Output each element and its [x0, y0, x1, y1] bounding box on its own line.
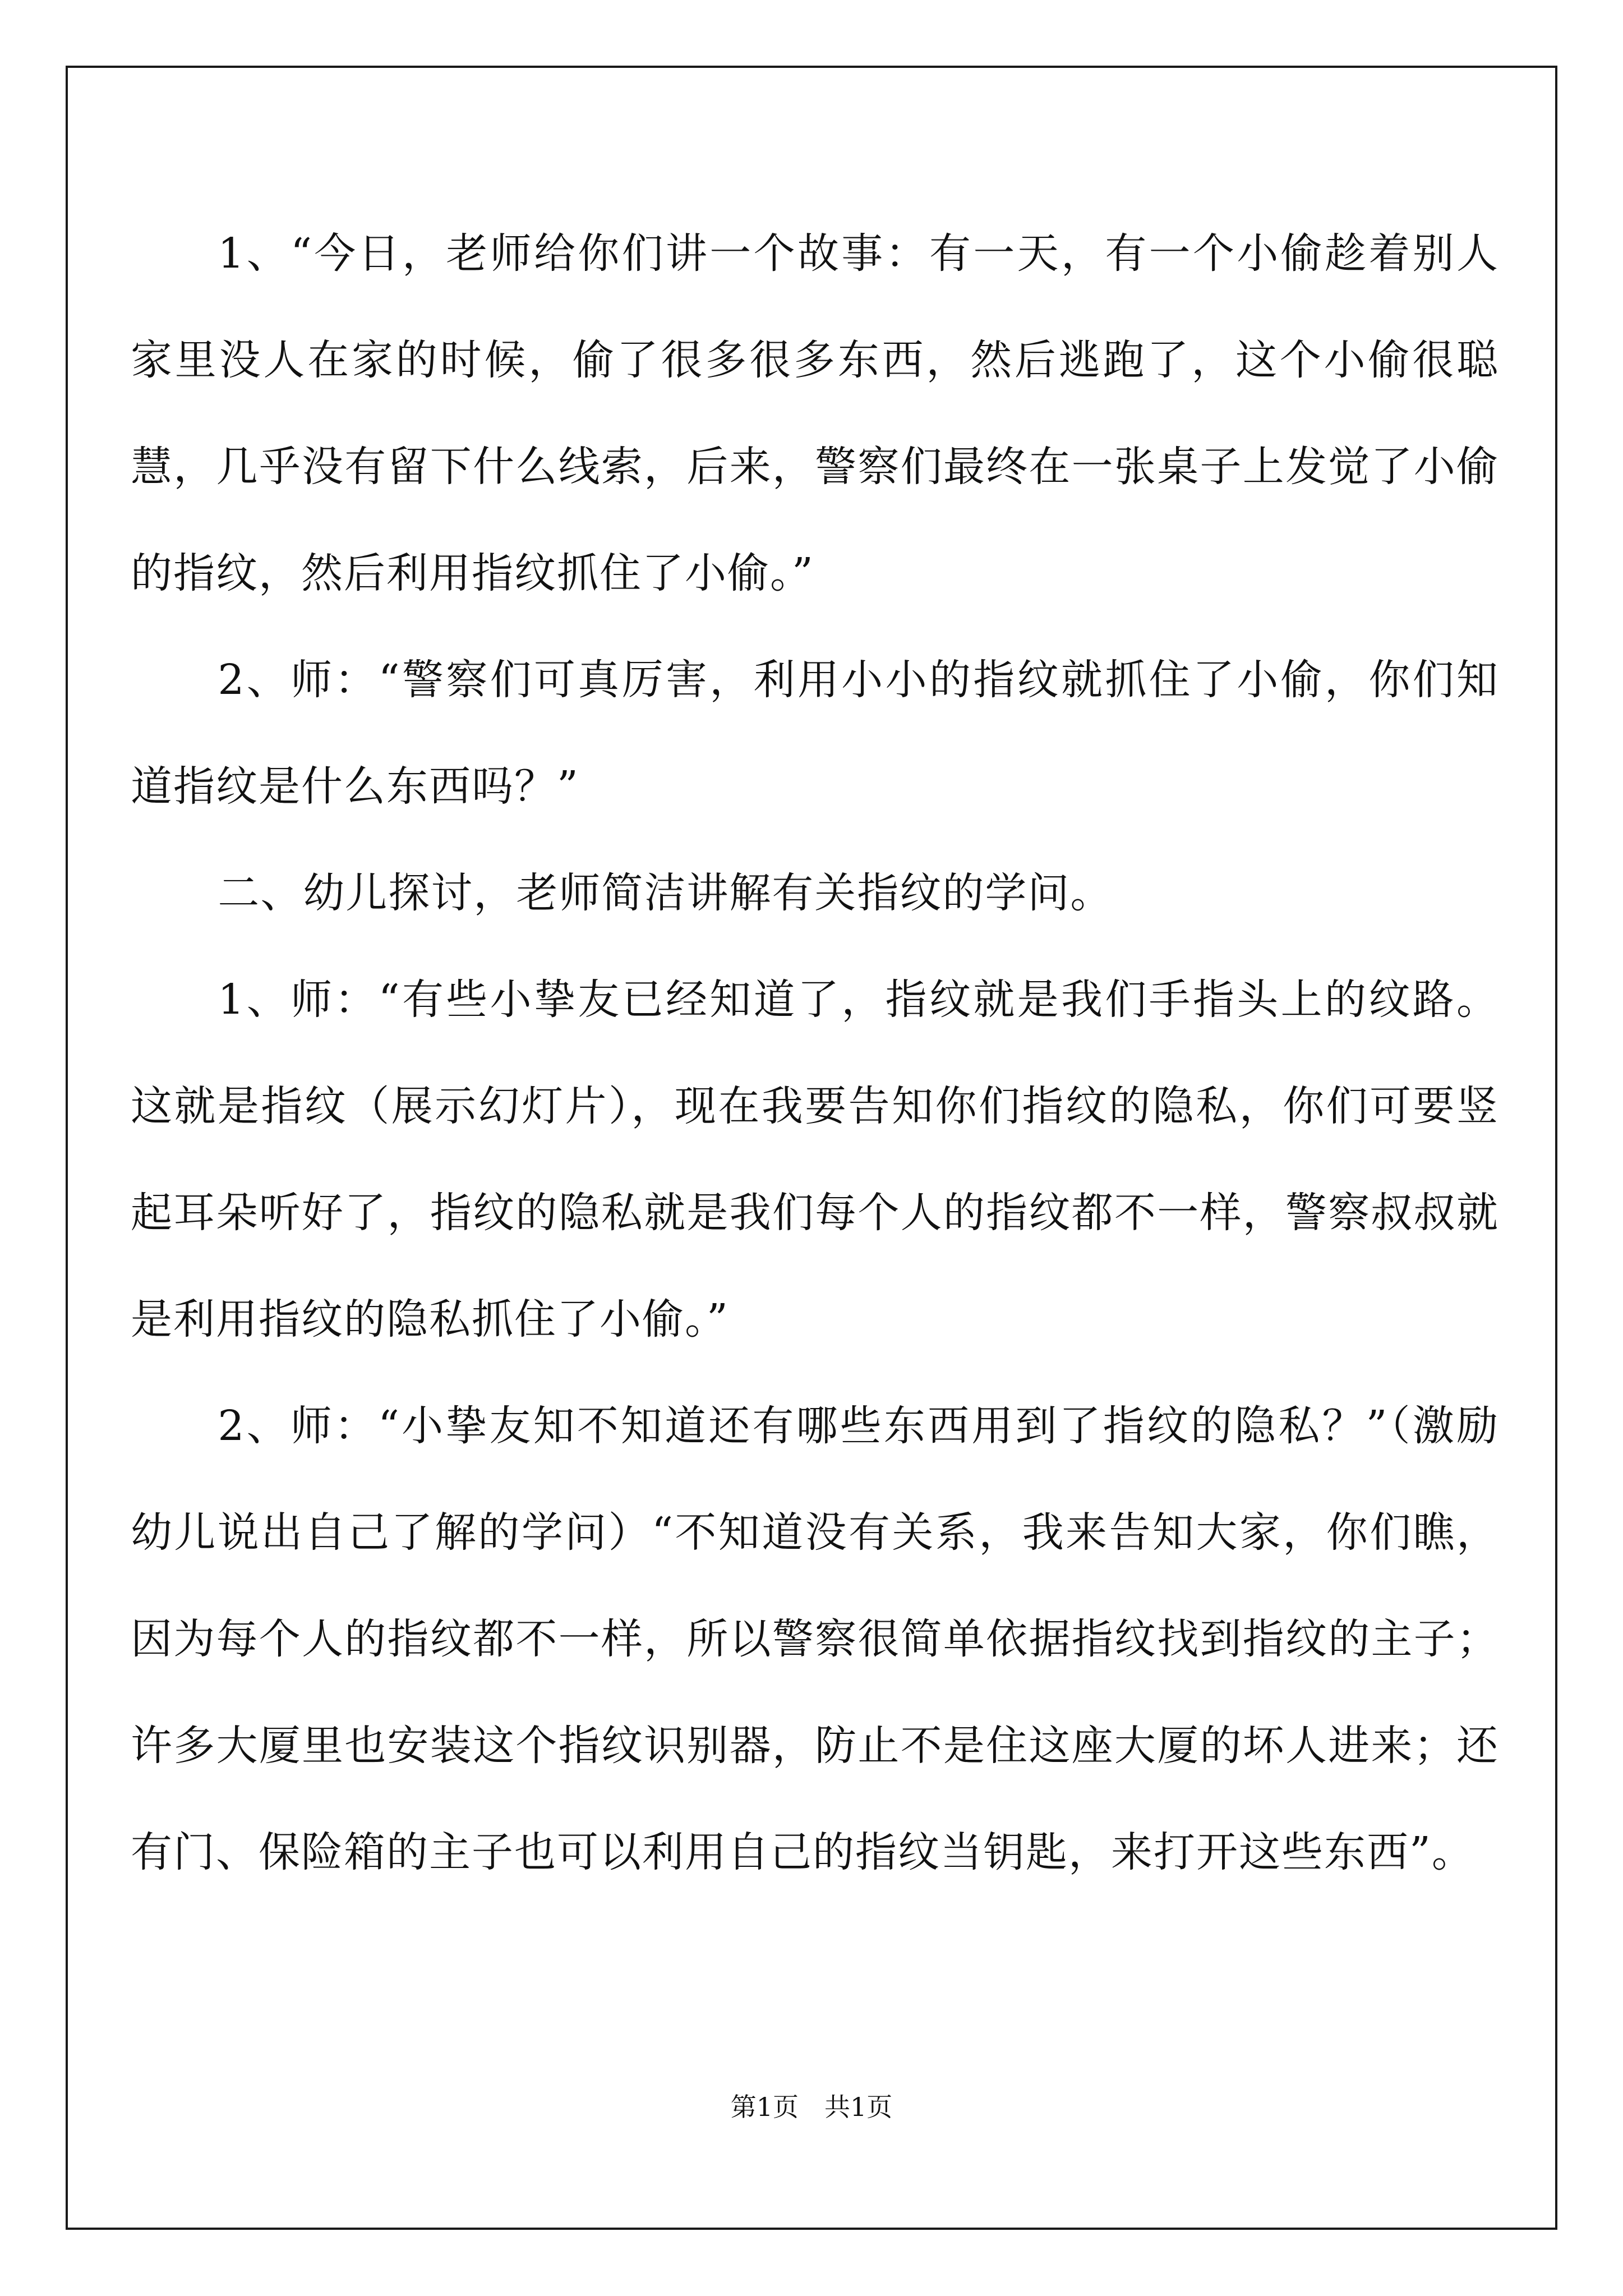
page-number-footer: 第1页 共1页 [730, 2092, 893, 2122]
paragraph-question: 2、师：“警察们可真厉害，利用小小的指纹就抓住了小偷，你们知道指纹是什么东西吗？” [131, 656, 1499, 811]
paragraph-story-intro: 1、“今日，老师给你们讲一个故事：有一天，有一个小偷趁着别人家里没人在家的时候，偷了很多很多东西，然后逃跑了，这个小偷很聪慧，几乎没有留下什么线索，后来，警察们最终在一张桌子上发觉了小偷的指纹，然后利用指纹抓住了小偷。” [131, 229, 1499, 597]
paragraph-fingerprint-secret: 1、师：“有些小挚友已经知道了，指纹就是我们手指头上的纹路。这就是指纹（展示幻灯片），现在我要告知你们指纹的隐私，你们可要竖起耳朵听好了，指纹的隐私就是我们每个人的指纹都不一样，警察叔叔就是利用指纹的隐私抓住了小偷。” [131, 976, 1499, 1343]
paragraph-fingerprint-uses: 2、师：“小挚友知不知道还有哪些东西用到了指纹的隐私？”（激励幼儿说出自己了解的学问）“不知道没有关系，我来告知大家，你们瞧，因为每个人的指纹都不一样，所以警察很简单依据指纹找到指纹的主子；许多大厦里也安装这个指纹识别器，防止不是住这座大厦的坏人进来；还有门、保险箱的主子也可以利用自己的指纹当钥匙，来打开这些东西”。 [131, 1402, 1499, 1876]
section-heading: 二、幼儿探讨，老师简洁讲解有关指纹的学问。 [218, 869, 1113, 917]
